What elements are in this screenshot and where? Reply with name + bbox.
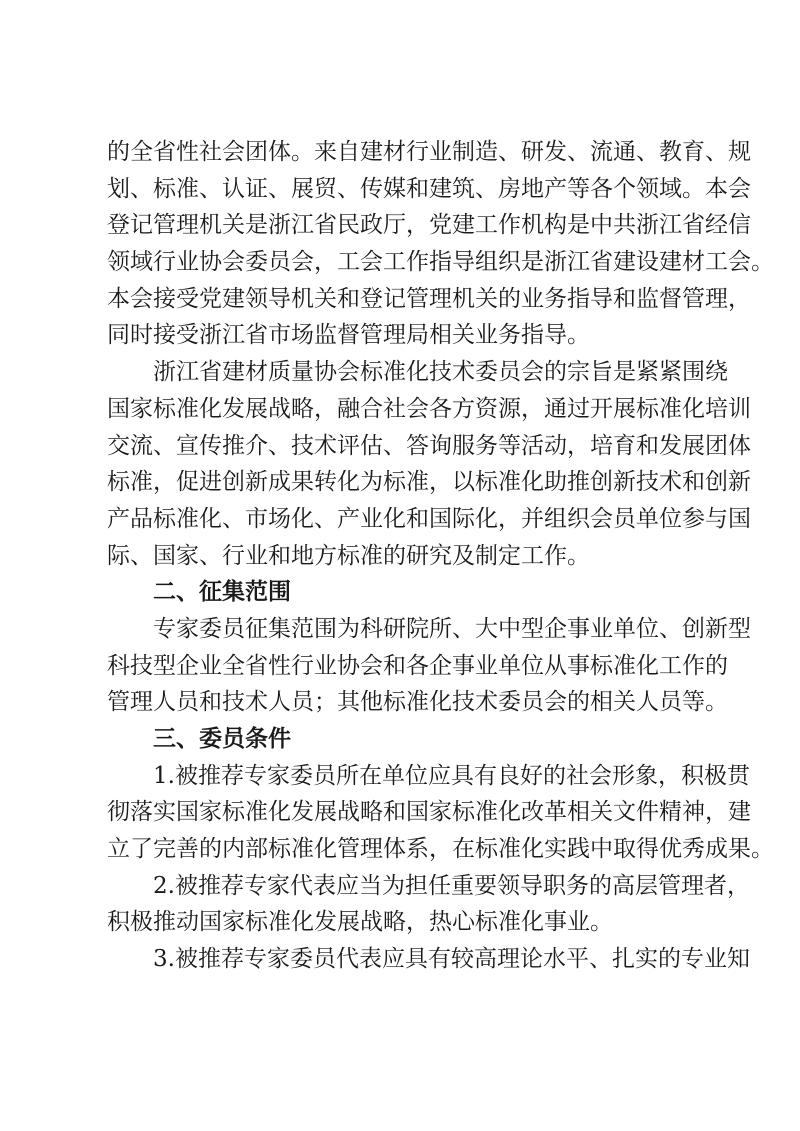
text-line: 专家委员征集范围为科研院所、大中型企事业单位、创新型 bbox=[153, 615, 751, 642]
text-line: 管理人员和技术人员；其他标准化技术委员会的相关人员等。 bbox=[107, 689, 728, 716]
text-line: 的全省性社会团体。来自建材行业制造、研发、流通、教育、规 bbox=[107, 139, 751, 165]
text-line: 划、标准、认证、展贸、传媒和建筑、房地产等各个领域。本会 bbox=[107, 175, 751, 202]
paragraph-condition-1 bbox=[107, 758, 774, 868]
text-line: 际、国家、行业和地方标准的研究及制定工作。 bbox=[107, 542, 590, 569]
text-line: 3.被推荐专家委员代表应具有较高理论水平、扎实的专业知 bbox=[153, 946, 750, 973]
text-line: 浙江省建材质量协会标准化技术委员会的宗旨是紧紧围绕 bbox=[153, 359, 728, 386]
text-line: 积极推动国家标准化发展战略，热心标准化事业。 bbox=[107, 909, 613, 936]
text-line: 登记管理机关是浙江省民政厅，党建工作机构是中共浙江省经信 bbox=[107, 212, 751, 239]
text-line: 2.被推荐专家代表应当为担任重要领导职务的高层管理者， bbox=[153, 872, 750, 899]
text-line: 交流、宣传推介、技术评估、答询服务等活动，培育和发展团体 bbox=[107, 432, 751, 459]
paragraph-organization-intro bbox=[107, 134, 774, 354]
text-line: 彻落实国家标准化发展战略和国家标准化改革相关文件精神，建 bbox=[107, 799, 751, 826]
text-line: 领域行业协会委员会，工会工作指导组织是浙江省建设建材工会。 bbox=[107, 249, 774, 276]
text-line: 1.被推荐专家委员所在单位应具有良好的社会形象，积极贯 bbox=[153, 762, 750, 789]
paragraph-scope bbox=[107, 611, 751, 721]
section-heading-conditions: 三、委员条件 bbox=[153, 726, 291, 752]
section-heading-scope: 二、征集范围 bbox=[153, 579, 291, 606]
text-line: 科技型企业全省性行业协会和各企事业单位从事标准化工作的 bbox=[107, 652, 728, 679]
text-line: 本会接受党建领导机关和登记管理机关的业务指导和监督管理， bbox=[107, 285, 751, 312]
text-line: 立了完善的内部标准化管理体系，在标准化实践中取得优秀成果。 bbox=[107, 836, 774, 863]
paragraph-condition-2 bbox=[107, 868, 750, 941]
paragraph-committee-purpose bbox=[107, 354, 751, 574]
text-line: 国家标准化发展战略，融合社会各方资源，通过开展标准化培训 bbox=[107, 395, 751, 422]
text-line: 标准，促进创新成果转化为标准，以标准化助推创新技术和创新 bbox=[107, 469, 751, 496]
text-line: 同时接受浙江省市场监督管理局相关业务指导。 bbox=[107, 322, 590, 349]
paragraph-condition-3 bbox=[107, 941, 750, 978]
text-line: 产品标准化、市场化、产业化和国际化，并组织会员单位参与国 bbox=[107, 505, 751, 532]
document-body bbox=[107, 134, 774, 978]
